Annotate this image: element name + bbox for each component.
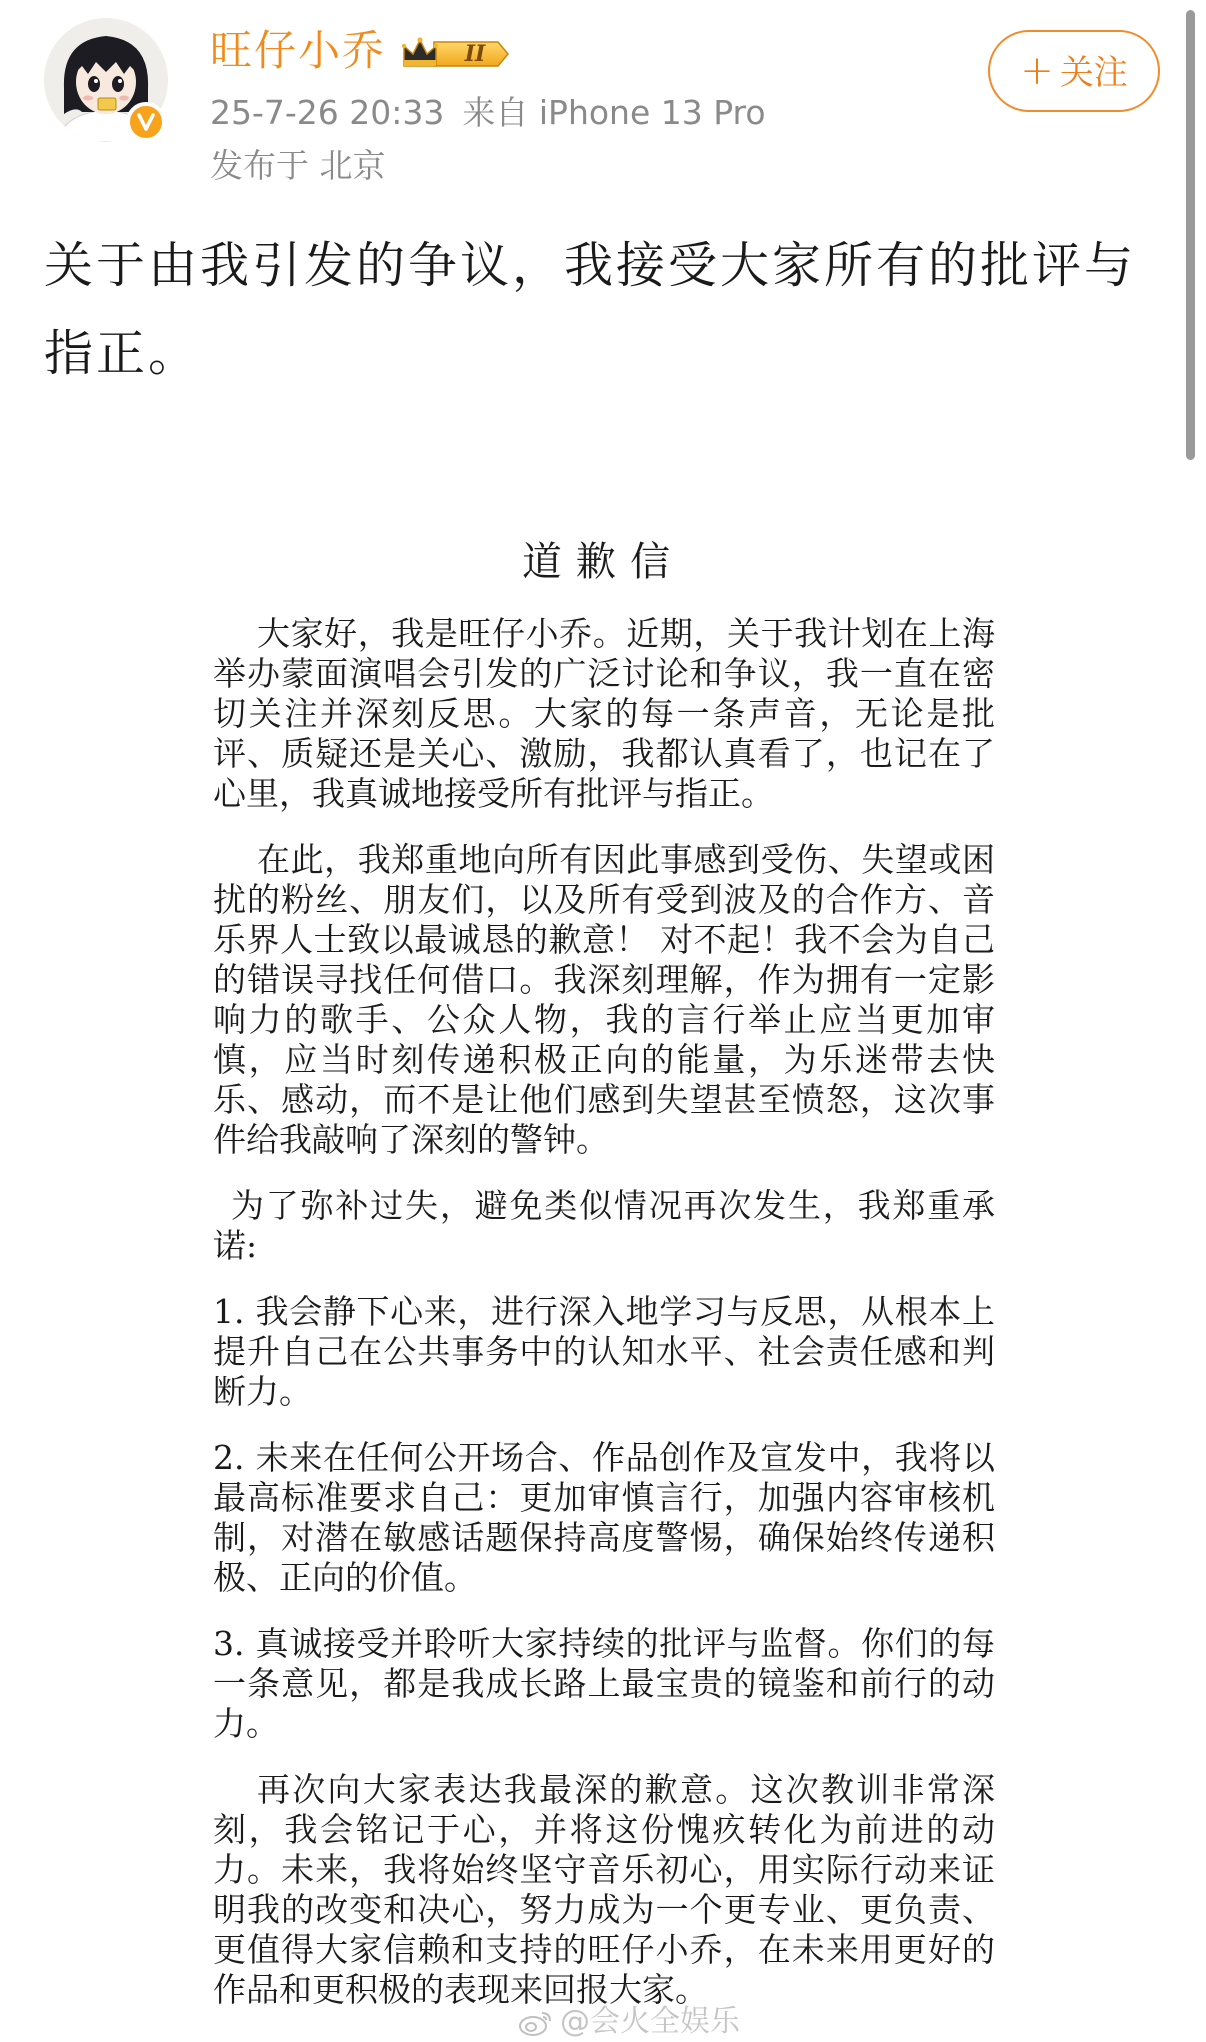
- letter-title: 道歉信: [522, 539, 684, 585]
- letter-list-item: 2. 未来在任何公开场合、作品创作及宣发中，我将以最高标准要求自己：更加审慎言行，加强内容审核机制，对潜在敏感话题保持高度警惕，确保始终传递积极、正向的价值。: [213, 1438, 995, 1597]
- letter-body: [213, 614, 995, 2036]
- letter-paragraph: 大家好，我是旺仔小乔。近期，关于我计划在上海举办蒙面演唱会引发的广泛讨论和争议，我一直在密切关注并深刻反思。大家的每一条声音，无论是批评、质疑还是关心、激励，我都认真看了，也记在了心里，我真诚地接受所有批评与指正。: [213, 614, 995, 813]
- post-text: 关于由我引发的争议，我接受大家所有的批评与指正。: [44, 237, 1137, 382]
- watermark-text: @会火全娱乐: [560, 2004, 740, 2039]
- post-location: 发布于 北京: [210, 146, 386, 185]
- letter-paragraph: 为了弥补过失，避免类似情况再次发生，我郑重承诺:: [213, 1186, 995, 1265]
- letter-paragraph: 在此，我郑重地向所有因此事感到受伤、失望或困扰的粉丝、朋友们，以及所有受到波及的合作方、音乐界人士致以最诚恳的歉意！ 对不起！我不会为自己的错误寻找任何借口。我深刻理解，作为拥有一定影响力的歌手、公众人物，我的言行举止应当更加审慎，应当时刻传递积极正向的能量，为乐迷带去快乐、感动，而不是让他们感到失望甚至愤怒，这次事件给我敲响了深刻的警钟。: [213, 840, 995, 1159]
- plus-icon: +: [1020, 48, 1054, 94]
- post-meta: [210, 92, 766, 134]
- watermark: [518, 2002, 740, 2042]
- post-header: [0, 0, 1206, 190]
- crown-vip-icon[interactable]: [400, 36, 512, 72]
- scrollbar[interactable]: [1186, 10, 1195, 460]
- weibo-logo-icon: [518, 2008, 554, 2038]
- letter-list-item: 3. 真诚接受并聆听大家持续的批评与监督。你们的每一条意见，都是我成长路上最宝贵的镜鉴和前行的动力。: [213, 1624, 995, 1743]
- verified-badge-icon: [126, 102, 166, 142]
- letter-list-item: 1. 我会静下心来，进行深入地学习与反思，从根本上提升自己在公共事务中的认知水平、社会责任感和判断力。: [213, 1292, 995, 1411]
- post-timestamp: 25-7-26 20:33: [210, 93, 445, 132]
- follow-button[interactable]: [988, 30, 1160, 112]
- attached-image[interactable]: [0, 500, 1206, 2042]
- follow-label: 关注: [1059, 53, 1128, 93]
- user-name[interactable]: 旺仔小乔: [210, 26, 387, 75]
- post-source: 来自 iPhone 13 Pro: [462, 93, 766, 132]
- vip-level: II: [464, 41, 486, 67]
- letter-paragraph: 再次向大家表达我最深的歉意。这次教训非常深刻，我会铭记于心，并将这份愧疚转化为前进的动力。未来，我将始终坚守音乐初心，用实际行动来证明我的改变和决心，努力成为一个更专业、更负责、更值得大家信赖和支持的旺仔小乔，在未来用更好的作品和更积极的表现来回报大家。: [213, 1770, 995, 2009]
